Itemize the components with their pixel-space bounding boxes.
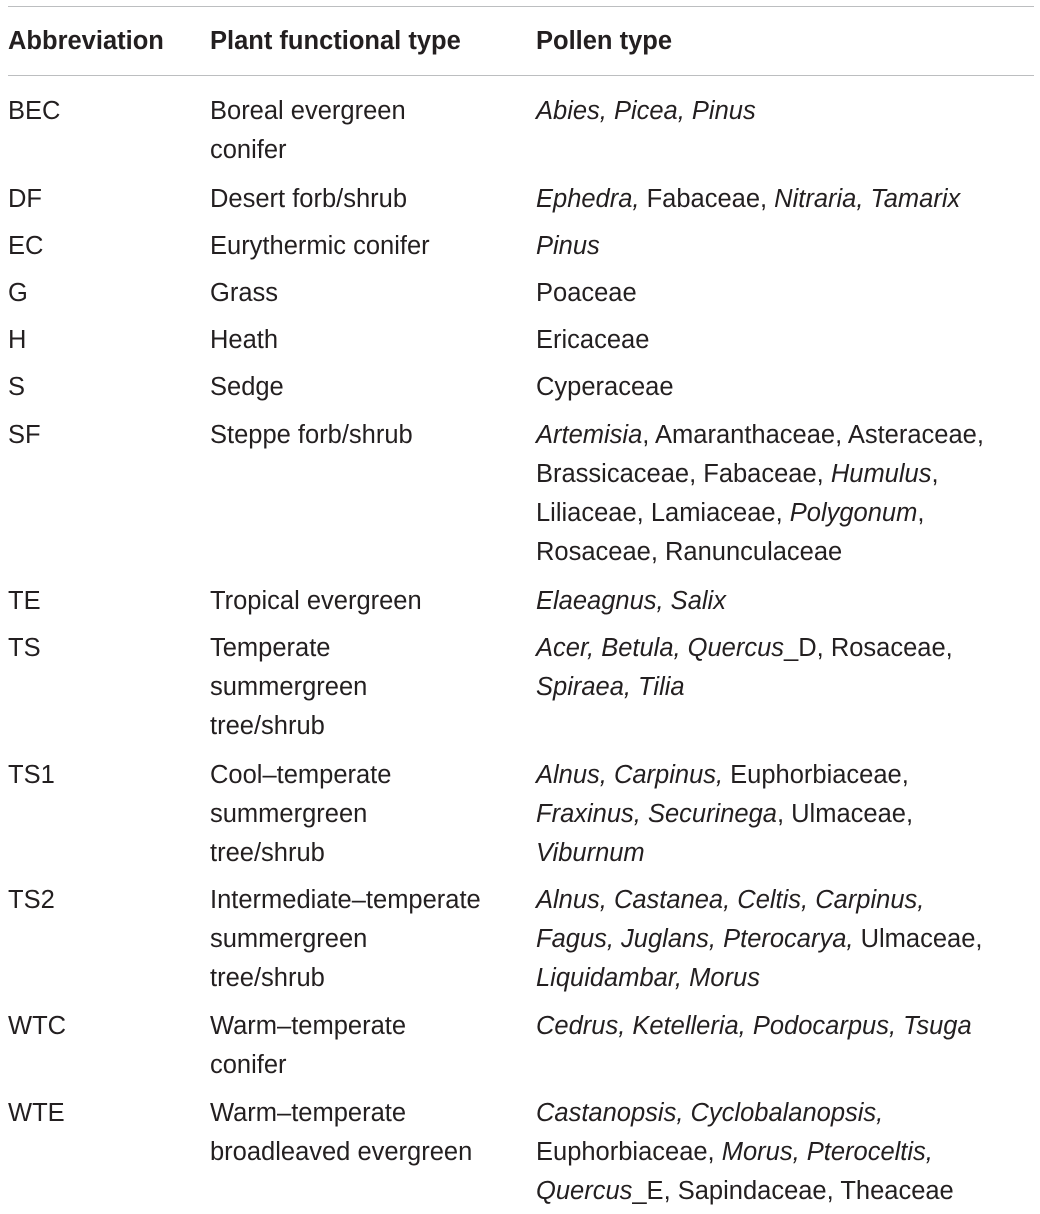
plant-functional-type-cell	[210, 180, 407, 219]
pollen-taxon-italic: Polygonum	[789, 499, 918, 527]
pollen-type-cell	[536, 274, 637, 313]
header-abbreviation: Abbreviation	[8, 27, 164, 55]
pollen-taxon-italic: Fagus, Juglans, Pterocarya,	[536, 925, 854, 953]
pft-line: Tropical evergreen	[210, 587, 422, 615]
pollen-taxon-italic: Spiraea, Tilia	[536, 673, 685, 701]
pollen-line	[536, 629, 953, 668]
pollen-taxon-italic: Abies, Picea, Pinus	[536, 97, 756, 125]
pollen-line	[536, 795, 913, 834]
pollen-taxon: _E, Sapindaceae, Theaceae	[632, 1177, 954, 1205]
pft-line: broadleaved evergreen	[210, 1138, 473, 1166]
pollen-type-cell	[536, 227, 600, 266]
pollen-taxon-italic: Artemisia	[536, 421, 643, 449]
pollen-taxon-italic: Elaeagnus, Salix	[536, 587, 726, 615]
pollen-type-cell	[536, 629, 953, 707]
pollen-line	[536, 756, 913, 795]
pollen-line	[536, 274, 637, 313]
pollen-taxon-italic: Ephedra,	[536, 185, 640, 213]
pollen-type-cell	[536, 582, 726, 621]
pollen-taxon: _D, Rosaceae,	[784, 634, 953, 662]
abbreviation-cell: WTE	[8, 1099, 65, 1127]
pollen-taxon-italic: Quercus	[536, 1177, 633, 1205]
abbreviation-cell: TS2	[8, 886, 55, 914]
pft-line: conifer	[210, 136, 287, 164]
pollen-line	[536, 533, 984, 572]
pollen-taxon: Rosaceae, Ranunculaceae	[536, 538, 843, 566]
abbreviation-cell: SF	[8, 421, 41, 449]
pollen-line	[536, 1133, 954, 1172]
pft-line: Sedge	[210, 373, 284, 401]
pollen-line	[536, 920, 982, 959]
pollen-type-cell	[536, 321, 649, 360]
abbreviation-cell: TE	[8, 587, 41, 615]
top-rule	[8, 6, 1034, 7]
header-plant-functional-type: Plant functional type	[210, 27, 461, 55]
pft-line: Desert forb/shrub	[210, 185, 408, 213]
pollen-line	[536, 582, 726, 621]
pollen-line	[536, 959, 982, 998]
pft-line: Warm–temperate	[210, 1012, 407, 1040]
pollen-taxon-italic: Acer, Betula, Quercus	[536, 634, 785, 662]
pollen-type-cell	[536, 1007, 972, 1046]
pollen-taxon: Ulmaceae,	[853, 925, 983, 953]
pollen-taxon-italic: Humulus	[830, 460, 932, 488]
pft-line: Temperate	[210, 634, 331, 662]
abbreviation-cell: BEC	[8, 97, 61, 125]
pollen-type-cell	[536, 180, 960, 219]
abbreviation-cell: TS1	[8, 761, 55, 789]
pollen-type-cell	[536, 368, 674, 407]
pft-line: Warm–temperate	[210, 1099, 407, 1127]
pollen-line	[536, 368, 674, 407]
pft-line: Cool–temperate	[210, 761, 392, 789]
abbreviation-cell: EC	[8, 232, 44, 260]
pollen-taxon-italic: Alnus, Castanea, Celtis, Carpinus,	[536, 886, 925, 914]
pft-line: Steppe forb/shrub	[210, 421, 413, 449]
plant-functional-type-cell	[210, 881, 481, 998]
pollen-line	[536, 92, 756, 131]
abbreviation-cell: S	[8, 373, 26, 401]
abbreviation-cell: WTC	[8, 1012, 67, 1040]
pollen-taxon-italic: Liquidambar, Morus	[536, 964, 760, 992]
pollen-taxon-italic: Viburnum	[536, 839, 645, 867]
plant-functional-type-cell	[210, 1007, 406, 1085]
abbreviation-cell: TS	[8, 634, 41, 662]
pollen-taxon-italic: Alnus, Carpinus,	[536, 761, 724, 789]
plant-functional-type-cell	[210, 416, 413, 455]
abbreviation-cell: DF	[8, 185, 42, 213]
header-pollen-type: Pollen type	[536, 27, 673, 55]
pft-line: Intermediate–temperate	[210, 886, 481, 914]
pollen-type-cell	[536, 92, 756, 131]
pft-line: Grass	[210, 279, 279, 307]
pollen-type-cell	[536, 756, 913, 873]
pft-line: tree/shrub	[210, 839, 325, 867]
pft-line: tree/shrub	[210, 964, 325, 992]
pollen-line	[536, 227, 600, 266]
plant-functional-type-cell	[210, 1094, 472, 1172]
pollen-taxon: Fabaceae,	[639, 185, 775, 213]
pollen-taxon-italic: Morus, Pteroceltis,	[721, 1138, 933, 1166]
pollen-taxon-italic: Fraxinus, Securinega	[536, 800, 777, 828]
pollen-taxon-italic: Cedrus, Ketelleria, Podocarpus, Tsuga	[536, 1012, 972, 1040]
pollen-type-cell	[536, 1094, 954, 1211]
pollen-taxon: ,	[917, 499, 925, 527]
pollen-taxon: , Ulmaceae,	[776, 800, 914, 828]
pft-line: conifer	[210, 1051, 287, 1079]
pollen-taxon: Ericaceae	[536, 326, 650, 354]
plant-functional-type-cell	[210, 92, 406, 170]
pft-line: summergreen	[210, 673, 368, 701]
pollen-type-cell	[536, 416, 984, 572]
pollen-line	[536, 494, 984, 533]
pollen-taxon: Brassicaceae, Fabaceae,	[536, 460, 831, 488]
pft-line: Heath	[210, 326, 279, 354]
pollen-taxon-italic: Castanopsis, Cyclobalanopsis,	[536, 1099, 884, 1127]
plant-functional-type-cell	[210, 756, 391, 873]
pollen-taxon-italic: Nitraria, Tamarix	[774, 185, 961, 213]
pollen-taxon-italic: Pinus	[536, 232, 600, 260]
pollen-taxon: Cyperaceae	[536, 373, 674, 401]
abbreviation-cell: H	[8, 326, 27, 354]
pollen-line	[536, 834, 913, 873]
pft-line: Boreal evergreen	[210, 97, 406, 125]
pft-line: summergreen	[210, 925, 368, 953]
pollen-line	[536, 416, 984, 455]
pollen-line	[536, 1094, 954, 1133]
plant-functional-type-cell	[210, 321, 278, 360]
header-rule	[8, 75, 1034, 76]
pollen-line	[536, 1172, 954, 1211]
plant-functional-type-cell	[210, 368, 284, 407]
pollen-taxon: Euphorbiaceae,	[723, 761, 909, 789]
pft-line: tree/shrub	[210, 712, 325, 740]
plant-functional-type-cell	[210, 582, 422, 621]
plant-functional-type-cell	[210, 629, 367, 746]
pft-line: Eurythermic conifer	[210, 232, 430, 260]
pft-line: summergreen	[210, 800, 368, 828]
pollen-line	[536, 1007, 972, 1046]
pollen-taxon: Liliaceae, Lamiaceae,	[536, 499, 790, 527]
pollen-line	[536, 455, 984, 494]
pollen-taxon: Euphorbiaceae,	[536, 1138, 722, 1166]
pollen-line	[536, 180, 960, 219]
pollen-taxon: , Amaranthaceae, Asteraceae,	[642, 421, 984, 449]
pollen-line	[536, 881, 982, 920]
pollen-line	[536, 668, 953, 707]
pollen-taxon: ,	[931, 460, 939, 488]
plant-functional-type-cell	[210, 274, 278, 313]
plant-functional-type-cell	[210, 227, 430, 266]
pollen-taxon: Poaceae	[536, 279, 637, 307]
pollen-type-cell	[536, 881, 982, 998]
pollen-line	[536, 321, 649, 360]
abbreviation-cell: G	[8, 279, 28, 307]
